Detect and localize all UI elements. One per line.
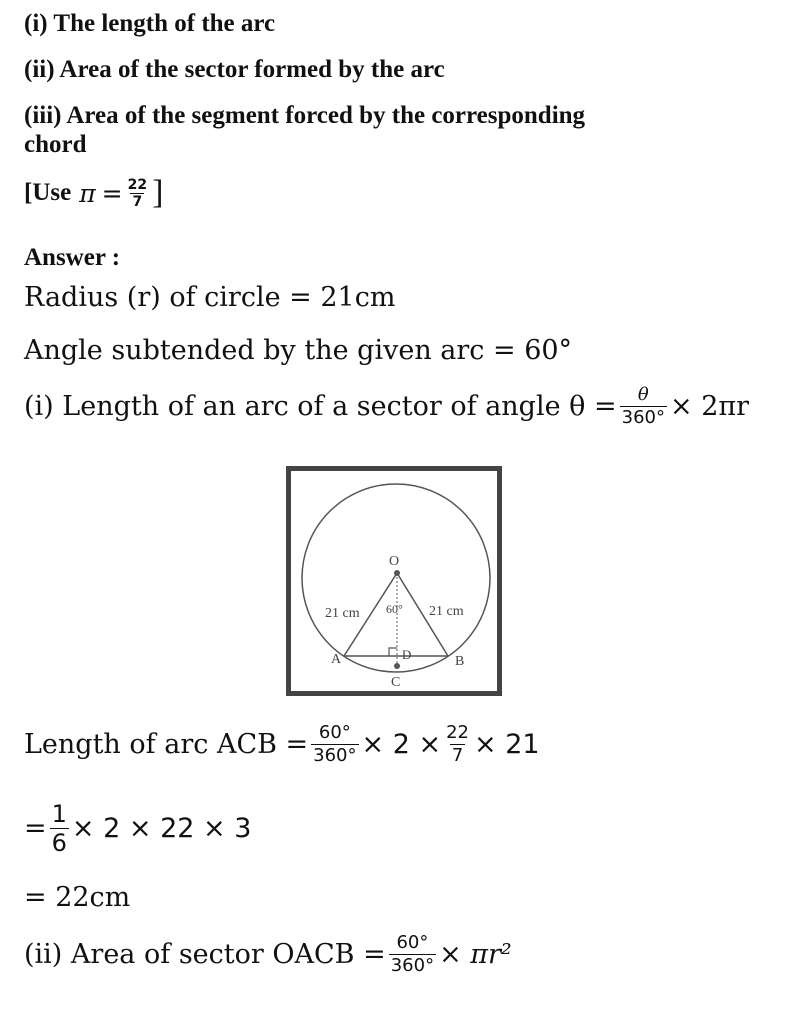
- arc-prefix: Length of arc ACB =: [24, 729, 309, 760]
- pi-equals: =: [101, 178, 123, 208]
- arc-suffix: × 21: [474, 729, 540, 760]
- arc-result: = 22cm: [24, 882, 131, 913]
- pi-hint: [24, 176, 163, 210]
- arc-mid: × 2 ×: [361, 729, 442, 760]
- right-angle-marker: [389, 648, 397, 656]
- arc-fraction-1-denominator: 360°: [313, 745, 357, 766]
- arc-fraction-2-denominator: 7: [451, 745, 464, 766]
- sector-prefix: (ii) Area of sector OACB =: [24, 939, 386, 970]
- formula-fraction-denominator: 360°: [621, 407, 665, 428]
- angle-line: Angle subtended by the given arc = 60°: [24, 335, 573, 366]
- formula-suffix: × 2πr: [669, 391, 750, 422]
- question-part-2: (ii) Area of the sector formed by the arc: [24, 56, 445, 83]
- question-part-3-line2: chord: [24, 131, 87, 158]
- sector-fraction-numerator: 60°: [396, 932, 429, 953]
- sector-area-formula: [24, 932, 512, 977]
- label-o: O: [389, 554, 400, 569]
- label-a: A: [331, 652, 342, 667]
- formula-fraction-numerator: θ: [637, 384, 649, 405]
- simplification-step: [24, 800, 251, 857]
- sector-fraction-denominator: 360°: [390, 955, 435, 976]
- arc-fraction-2: [444, 722, 471, 767]
- step-fraction-denominator: 6: [51, 829, 67, 857]
- step-fraction: [50, 800, 69, 857]
- step-fraction-numerator: 1: [51, 800, 67, 828]
- point-c: [394, 663, 400, 669]
- label-right-radius: 21 cm: [429, 604, 464, 619]
- pi-fraction-numerator: 22: [127, 176, 148, 193]
- step-suffix: × 2 × 22 × 3: [71, 813, 252, 844]
- step-prefix: =: [24, 813, 47, 844]
- formula-prefix: (i) Length of an arc of a sector of angle θ =: [24, 391, 617, 422]
- label-b: B: [455, 654, 465, 669]
- label-left-radius: 21 cm: [325, 606, 360, 621]
- formula-fraction: [620, 384, 667, 429]
- question-part-3-line1: (iii) Area of the segment forced by the corresponding: [24, 102, 586, 129]
- arc-fraction-1-numerator: 60°: [318, 722, 351, 743]
- label-angle: 60°: [386, 602, 403, 616]
- pi-fraction-denominator: 7: [132, 193, 143, 210]
- use-prefix: [Use: [24, 179, 72, 206]
- pi-symbol: π: [79, 178, 96, 208]
- circle-outline: [302, 484, 490, 672]
- arc-length-calc: [24, 722, 540, 767]
- circle-diagram: [291, 471, 497, 691]
- radius-line: Radius (r) of circle = 21cm: [24, 282, 396, 313]
- sector-suffix: × πr²: [439, 939, 512, 970]
- sector-fraction: [389, 932, 436, 977]
- label-c: C: [391, 675, 401, 690]
- arc-length-formula: [24, 384, 749, 429]
- center-point-o: [394, 570, 400, 576]
- arc-fraction-1: [311, 722, 358, 767]
- label-d: D: [402, 647, 412, 662]
- question-part-1: (i) The length of the arc: [24, 10, 276, 37]
- answer-heading: Answer :: [24, 244, 121, 271]
- arc-fraction-2-numerator: 22: [446, 722, 470, 743]
- circle-figure: [286, 466, 502, 696]
- use-suffix: ]: [152, 174, 164, 211]
- pi-fraction: [126, 177, 149, 210]
